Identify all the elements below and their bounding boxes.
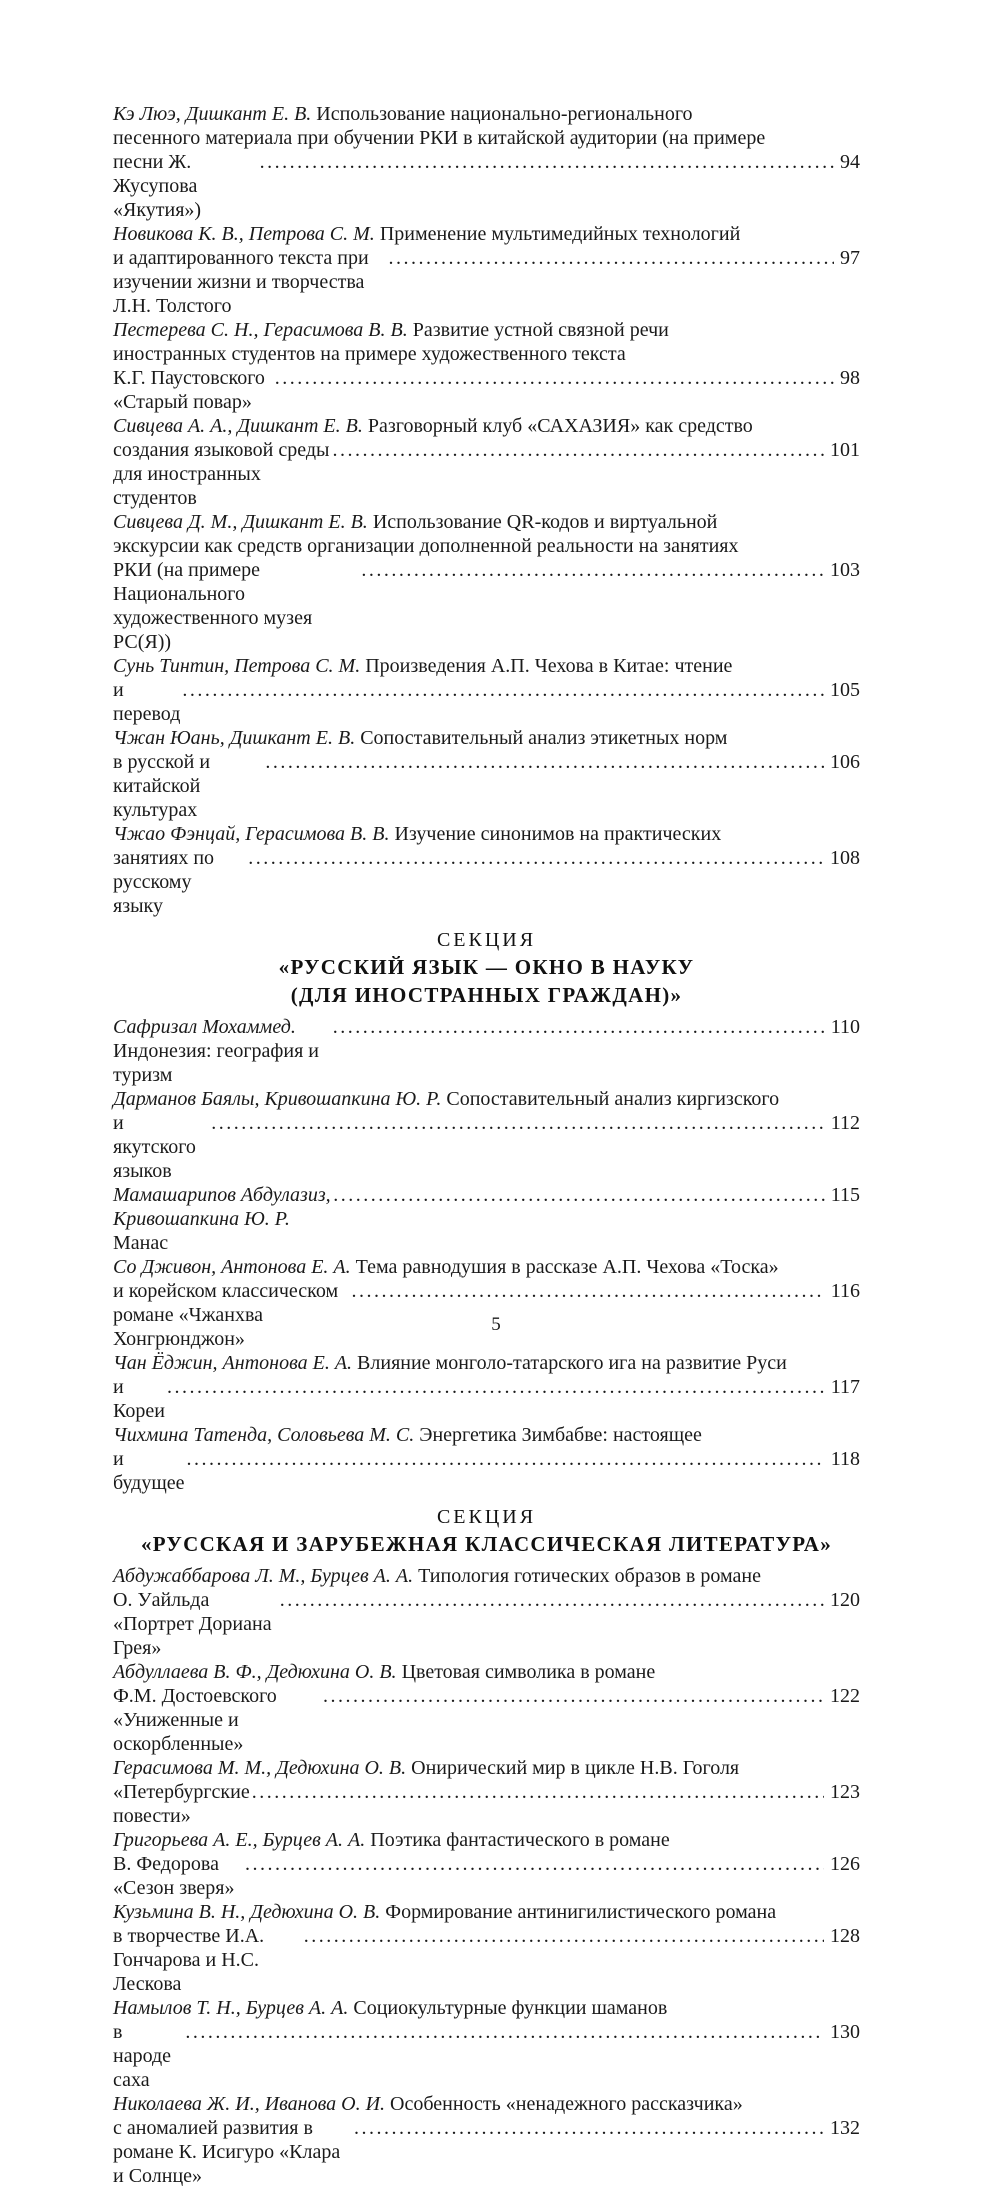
dot-leader xyxy=(186,1447,824,1471)
toc-entry xyxy=(113,1183,860,1255)
entry-page-number: 122 xyxy=(830,1685,860,1707)
toc-line-text xyxy=(113,1829,670,1851)
entry-authors: Абдужаббарова Л. М., Бурцев А. А. xyxy=(113,1565,414,1587)
entry-title-text: Использование QR-кодов и виртуальной xyxy=(372,511,718,533)
entry-title-text: иностранных студентов на примере художественного текста xyxy=(113,343,626,365)
toc-entry xyxy=(113,1564,860,1660)
entry-title-text: и Кореи xyxy=(113,1376,165,1422)
toc-line-text xyxy=(113,1424,702,1446)
toc-line-text xyxy=(113,1447,184,1495)
dot-leader xyxy=(333,438,824,462)
entry-page-number: 103 xyxy=(830,559,860,581)
entry-title-text: и будущее xyxy=(113,1448,185,1494)
toc-entry xyxy=(113,510,860,654)
dot-leader xyxy=(351,1279,824,1303)
entry-title-text: Онирический мир в цикле Н.В. Гоголя xyxy=(411,1757,740,1779)
toc-line-text xyxy=(113,438,331,510)
toc-line xyxy=(113,1375,860,1423)
toc-line-text xyxy=(113,1015,331,1087)
toc-line xyxy=(113,846,860,918)
toc-entry xyxy=(113,222,860,318)
toc-line-text xyxy=(113,103,693,125)
toc-line xyxy=(113,102,860,126)
toc-entry xyxy=(113,1351,860,1423)
page-footer xyxy=(0,1314,992,1336)
entry-authors: Намылов Т. Н., Бурцев А. А. xyxy=(113,1997,349,2019)
toc-entry xyxy=(113,1660,860,1756)
toc-line xyxy=(113,1924,860,1996)
entry-page-number: 112 xyxy=(830,1112,860,1134)
dot-leader xyxy=(354,2116,824,2140)
entry-title-text: Применение мультимедийных технологий xyxy=(379,223,741,245)
toc-line-text xyxy=(113,1088,779,1110)
entry-title-text: Поэтика фантастического в романе xyxy=(370,1829,670,1851)
entry-title-text: Манас xyxy=(113,1232,169,1254)
entry-title-text: Ф.М. Достоевского «Униженные и оскорбленные» xyxy=(113,1685,277,1755)
toc-line-text xyxy=(113,1375,165,1423)
toc-entry xyxy=(113,414,860,510)
entry-page-number: 115 xyxy=(830,1184,860,1206)
toc-line xyxy=(113,1087,860,1111)
entry-title-text: В. Федорова «Сезон зверя» xyxy=(113,1853,235,1899)
toc-line-text xyxy=(113,366,273,414)
entry-authors: Сафризал Мохаммед. xyxy=(113,1016,296,1038)
entry-authors: Чан Ёджин, Антонова Е. А. xyxy=(113,1352,353,1374)
toc-line-text xyxy=(113,1565,761,1587)
entry-title-text: Сопоставительный анализ киргизского xyxy=(446,1088,780,1110)
entry-title-text: песни Ж. Жусупова «Якутия») xyxy=(113,151,202,221)
toc-line-text xyxy=(113,343,626,365)
entry-title-text: и якутского языков xyxy=(113,1112,196,1182)
dot-leader xyxy=(280,1588,824,1612)
toc-line xyxy=(113,750,860,822)
dot-leader xyxy=(245,1852,824,1876)
entry-page-number: 123 xyxy=(830,1781,860,1803)
toc-line xyxy=(113,1015,860,1087)
toc-entry xyxy=(113,1423,860,1495)
toc-line xyxy=(113,2020,860,2092)
toc-line-text xyxy=(113,823,721,845)
entry-title-text: Развитие устной связной речи xyxy=(412,319,669,341)
toc-line-text xyxy=(113,246,387,318)
entry-authors: Новикова К. В., Петрова С. М. xyxy=(113,223,375,245)
entry-title-text: с аномалией развития в романе К. Исигуро «Клара и Солнце» xyxy=(113,2117,341,2187)
toc-line xyxy=(113,150,860,222)
entry-authors: Чжан Юань, Дишкант Е. В. xyxy=(113,727,356,749)
entry-title-text: Формирование антинигилистического романа xyxy=(385,1901,777,1923)
entry-title-text: Индонезия: география и туризм xyxy=(113,1040,319,1086)
toc-entry xyxy=(113,1900,860,1996)
toc-line-text xyxy=(113,1757,739,1779)
entry-title-text: Социокультурные функции шаманов xyxy=(353,1997,668,2019)
toc-line xyxy=(113,1351,860,1375)
entry-title-text: Тема равнодушия в рассказе А.П. Чехова «Тоска» xyxy=(355,1256,779,1278)
entry-title-text: «Петербургские повести» xyxy=(113,1781,250,1827)
toc-line xyxy=(113,1852,860,1900)
toc-line-text xyxy=(113,150,258,222)
entry-authors: Сивцева Д. М., Дишкант Е. В. xyxy=(113,511,368,533)
toc-line xyxy=(113,1423,860,1447)
toc-line-text xyxy=(113,2116,352,2188)
entry-authors: Сунь Тинтин, Петрова С. М. xyxy=(113,655,361,677)
toc-line-text xyxy=(113,655,732,677)
entry-title-text: К.Г. Паустовского «Старый повар» xyxy=(113,367,265,413)
entry-title-text: Цветовая символика в романе xyxy=(401,1661,656,1683)
entry-title-text: и перевод xyxy=(113,679,181,725)
toc-line xyxy=(113,1588,860,1660)
toc-entry xyxy=(113,1828,860,1900)
toc-entry xyxy=(113,726,860,822)
entry-title-text: песенного материала при обучении РКИ в китайской аудитории (на примере xyxy=(113,127,766,149)
toc-line xyxy=(113,1756,860,1780)
entry-title-text: Особенность «ненадежного рассказчика» xyxy=(390,2093,743,2115)
toc-line xyxy=(113,1996,860,2020)
entry-page-number: 126 xyxy=(830,1853,860,1875)
dot-leader xyxy=(361,558,824,582)
entry-title-text: О. Уайльда «Портрет Дориана Грея» xyxy=(113,1589,272,1659)
entry-page-number: 118 xyxy=(830,1448,860,1470)
entry-title-text: создания языковой среды для иностранных студентов xyxy=(113,439,330,509)
toc-line xyxy=(113,1183,860,1255)
entry-page-number: 108 xyxy=(830,847,860,869)
toc-entry xyxy=(113,1996,860,2092)
entry-authors: Абдуллаева В. Ф., Дедюхина О. В. xyxy=(113,1661,397,1683)
toc-line-text xyxy=(113,2093,743,2115)
entry-authors: Кэ Люэ, Дишкант Е. В. xyxy=(113,103,312,125)
section-title-line: «РУССКИЙ ЯЗЫК — ОКНО В НАУКУ xyxy=(278,955,695,979)
toc-line xyxy=(113,1564,860,1588)
entry-authors: Герасимова М. М., Дедюхина О. В. xyxy=(113,1757,407,1779)
toc-entry xyxy=(113,1255,860,1351)
toc-line xyxy=(113,342,860,366)
dot-leader xyxy=(248,846,824,870)
toc-line xyxy=(113,1684,860,1756)
toc-entry xyxy=(113,102,860,222)
toc-line-text xyxy=(113,1901,776,1923)
entry-title-text: и адаптированного текста при изучении жизни и творчества Л.Н. Толстого xyxy=(113,247,369,317)
toc-line-text xyxy=(113,415,753,437)
toc-line-text xyxy=(113,1852,243,1900)
toc-line xyxy=(113,2092,860,2116)
entry-title-text: Изучение синонимов на практических xyxy=(394,823,722,845)
toc-line xyxy=(113,822,860,846)
toc-entry xyxy=(113,1087,860,1183)
section-title-line: «РУССКАЯ И ЗАРУБЕЖНАЯ КЛАССИЧЕСКАЯ ЛИТЕРАТУРА» xyxy=(140,1532,832,1556)
section-kicker: СЕКЦИЯ xyxy=(436,929,537,951)
toc-line-text xyxy=(113,750,263,822)
toc-line-text xyxy=(113,1924,302,1996)
toc-line xyxy=(113,246,860,318)
entry-authors: Чжао Фэнцай, Герасимова В. В. xyxy=(113,823,390,845)
entry-authors: Григорьева А. Е., Бурцев А. А. xyxy=(113,1829,366,1851)
entry-title-text: Сопоставительный анализ этикетных норм xyxy=(360,727,728,749)
dot-leader xyxy=(333,1015,825,1039)
page-number: 5 xyxy=(491,1314,501,1335)
entry-page-number: 94 xyxy=(840,151,860,173)
toc-line-text xyxy=(113,1684,321,1756)
entry-page-number: 110 xyxy=(830,1016,860,1038)
toc-line-text xyxy=(113,678,180,726)
entry-authors: Дарманов Баялы, Кривошапкина Ю. Р. xyxy=(113,1088,442,1110)
toc-line-text xyxy=(113,2020,183,2092)
section-title-line: (ДЛЯ ИНОСТРАННЫХ ГРАЖДАН)» xyxy=(290,983,683,1007)
dot-leader xyxy=(185,2020,824,2044)
toc-line-text xyxy=(113,1997,667,2019)
dot-leader xyxy=(167,1375,825,1399)
dot-leader xyxy=(211,1111,825,1135)
toc-line-text xyxy=(113,223,740,245)
dot-leader xyxy=(389,246,834,270)
entry-title-text: Типология готических образов в романе xyxy=(418,1565,761,1587)
entry-authors: Николаева Ж. И., Иванова О. И. xyxy=(113,2093,386,2115)
toc-line-text xyxy=(113,511,717,533)
dot-leader xyxy=(333,1183,824,1207)
entry-page-number: 128 xyxy=(830,1925,860,1947)
toc-line xyxy=(113,1660,860,1684)
toc-line xyxy=(113,222,860,246)
toc-line xyxy=(113,126,860,150)
entry-page-number: 116 xyxy=(830,1280,860,1302)
dot-leader xyxy=(260,150,834,174)
toc-line xyxy=(113,678,860,726)
toc-line xyxy=(113,1828,860,1852)
toc-line xyxy=(113,318,860,342)
entry-title-text: экскурсии как средств организации дополненной реальности на занятиях xyxy=(113,535,739,557)
toc-entry xyxy=(113,1015,860,1087)
entry-title-text: Использование национально-регионального xyxy=(316,103,693,125)
toc-line-text xyxy=(113,1183,331,1255)
toc-line xyxy=(113,726,860,750)
entry-title-text: Влияние монголо-татарского ига на развитие Руси xyxy=(357,1352,787,1374)
entry-page-number: 132 xyxy=(830,2117,860,2139)
toc-entry xyxy=(113,2092,860,2188)
table-of-contents xyxy=(113,102,860,2188)
toc-line-text xyxy=(113,1588,278,1660)
section-heading xyxy=(113,1504,860,1558)
entry-title-text: Разговорный клуб «САХАЗИЯ» как средство xyxy=(367,415,753,437)
entry-page-number: 106 xyxy=(830,751,860,773)
entry-authors: Сивцева А. А., Дишкант Е. В. xyxy=(113,415,363,437)
dot-leader xyxy=(323,1684,824,1708)
entry-title-text: и корейском классическом романе «Чжанхва Хонгрюнджон» xyxy=(113,1280,339,1350)
toc-line xyxy=(113,654,860,678)
entry-authors: Пестерева С. Н., Герасимова В. В. xyxy=(113,319,408,341)
toc-entry xyxy=(113,318,860,414)
toc-line-text xyxy=(113,127,765,149)
toc-line xyxy=(113,366,860,414)
entry-authors: Мамашарипов Абдулазиз, Кривошапкина Ю. Р. xyxy=(113,1184,331,1230)
toc-line xyxy=(113,1255,860,1279)
entry-authors: Кузьмина В. Н., Дедюхина О. В. xyxy=(113,1901,381,1923)
entry-title-text: в народе саха xyxy=(113,2021,172,2091)
toc-line xyxy=(113,438,860,510)
toc-line-text xyxy=(113,727,727,749)
entry-authors: Со Дживон, Антонова Е. А. xyxy=(113,1256,351,1278)
toc-line xyxy=(113,510,860,534)
toc-line xyxy=(113,1447,860,1495)
toc-line-text xyxy=(113,846,246,918)
toc-entry xyxy=(113,654,860,726)
toc-line xyxy=(113,2116,860,2188)
dot-leader xyxy=(252,1780,824,1804)
toc-line xyxy=(113,558,860,654)
entry-title-text: Энергетика Зимбабве: настоящее xyxy=(419,1424,702,1446)
toc-line-text xyxy=(113,1352,787,1374)
toc-line xyxy=(113,1780,860,1828)
entry-page-number: 97 xyxy=(840,247,860,269)
entry-title-text: Произведения А.П. Чехова в Китае: чтение xyxy=(365,655,733,677)
toc-line-text xyxy=(113,535,739,557)
toc-line-text xyxy=(113,558,359,654)
toc-line-text xyxy=(113,1661,655,1683)
section-heading xyxy=(113,927,860,1009)
entry-page-number: 117 xyxy=(830,1376,860,1398)
dot-leader xyxy=(265,750,824,774)
entry-page-number: 105 xyxy=(830,679,860,701)
entry-title-text: РКИ (на примере Национального художественного музея РС(Я)) xyxy=(113,559,313,653)
entry-title-text: в творчестве И.А. Гончарова и Н.С. Лескова xyxy=(113,1925,265,1995)
entry-title-text: занятиях по русскому языку xyxy=(113,847,215,917)
entry-page-number: 120 xyxy=(830,1589,860,1611)
entry-page-number: 130 xyxy=(830,2021,860,2043)
toc-line xyxy=(113,1900,860,1924)
entry-page-number: 98 xyxy=(840,367,860,389)
section-kicker: СЕКЦИЯ xyxy=(436,1506,537,1528)
entry-title-text: в русской и китайской культурах xyxy=(113,751,211,821)
dot-leader xyxy=(304,1924,824,1948)
toc-line xyxy=(113,1111,860,1183)
toc-entry xyxy=(113,822,860,918)
toc-line-text xyxy=(113,319,669,341)
dot-leader xyxy=(275,366,834,390)
toc-line xyxy=(113,414,860,438)
toc-line xyxy=(113,534,860,558)
entry-page-number: 101 xyxy=(830,439,860,461)
toc-line-text xyxy=(113,1780,250,1828)
toc-line-text xyxy=(113,1256,779,1278)
entry-authors: Чихмина Татенда, Соловьева М. С. xyxy=(113,1424,415,1446)
toc-line-text xyxy=(113,1111,209,1183)
dot-leader xyxy=(182,678,824,702)
toc-entry xyxy=(113,1756,860,1828)
